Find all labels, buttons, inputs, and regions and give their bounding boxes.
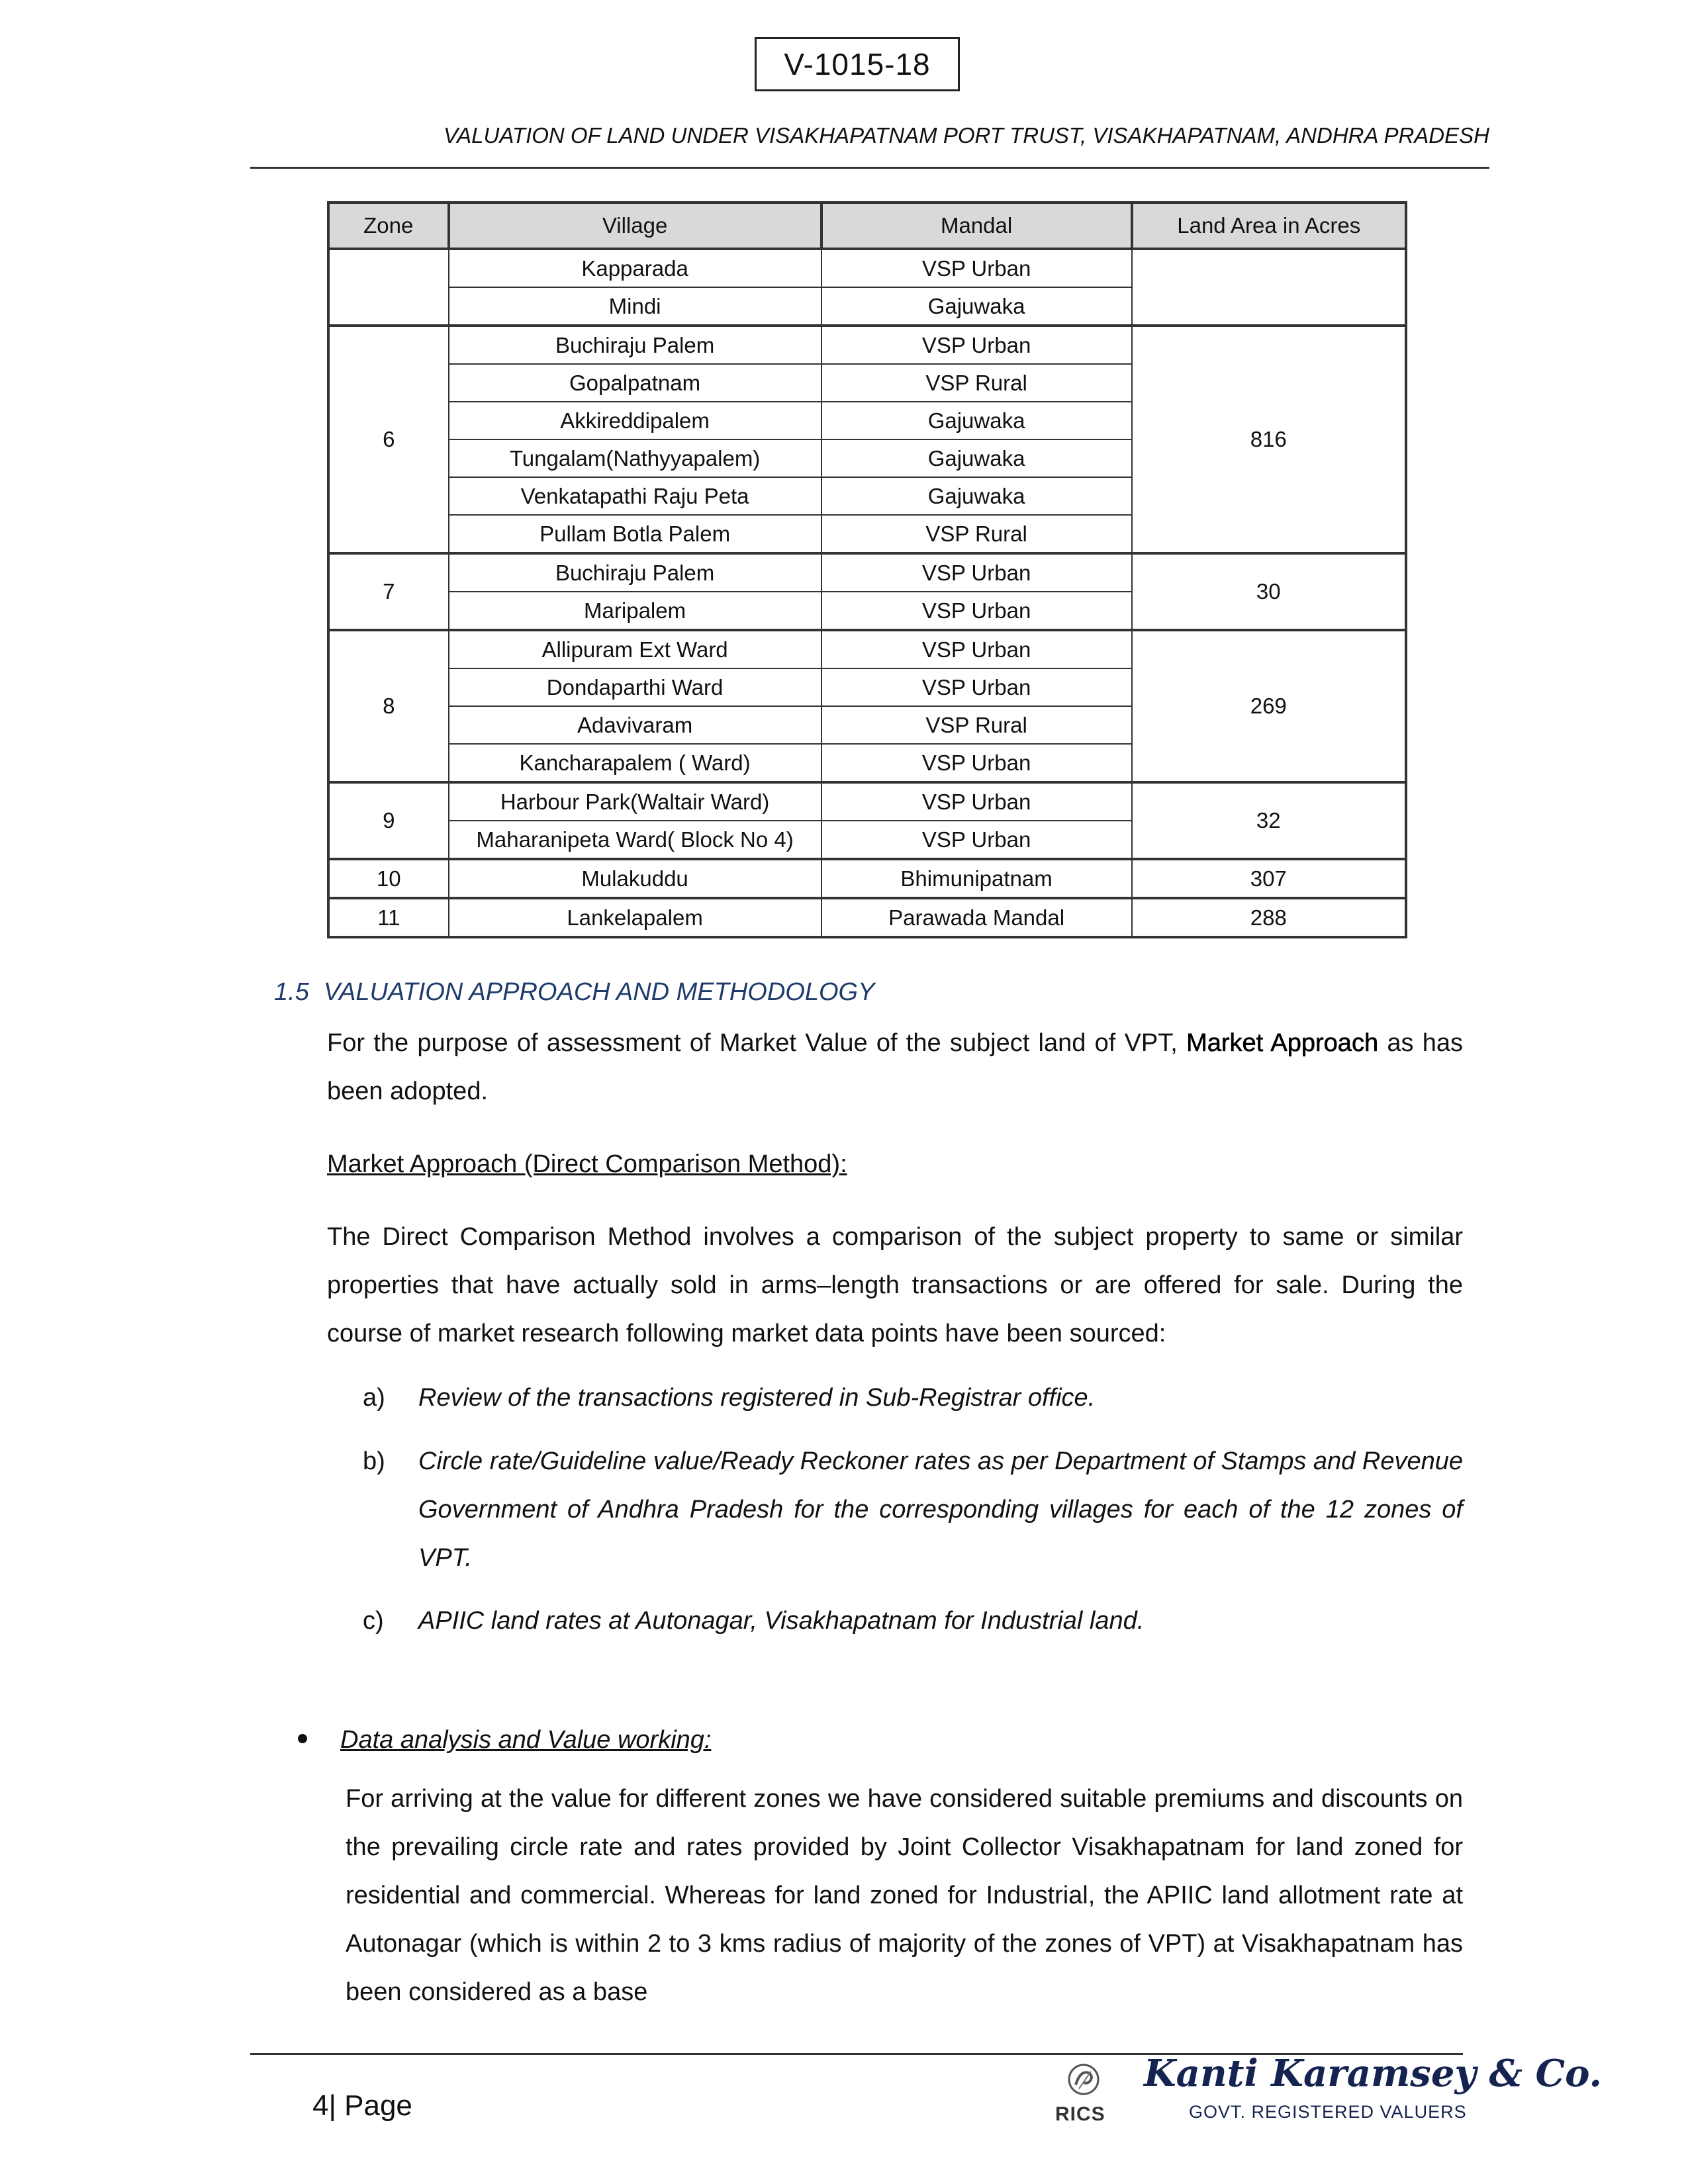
section-title: VALUATION APPROACH AND METHODOLOGY bbox=[323, 978, 875, 1006]
village-cell: Venkatapathi Raju Peta bbox=[449, 477, 821, 515]
village-cell: Kancharapalem ( Ward) bbox=[449, 744, 821, 782]
mandal-cell: VSP Urban bbox=[821, 744, 1132, 782]
village-cell: Lankelapalem bbox=[449, 898, 821, 937]
list-marker: a) bbox=[363, 1384, 385, 1412]
table-header-row bbox=[328, 203, 1406, 249]
firm-logo-name: Kanti Karamsey & Co. bbox=[1144, 2052, 1602, 2095]
method-subheading: Market Approach (Direct Comparison Method): bbox=[327, 1150, 847, 1178]
zone-cell: 9 bbox=[328, 782, 449, 859]
village-cell: Mindi bbox=[449, 287, 821, 326]
mandal-cell: VSP Urban bbox=[821, 249, 1132, 287]
data-source-item-c bbox=[363, 1597, 1463, 1645]
mandal-cell: Gajuwaka bbox=[821, 477, 1132, 515]
village-cell: Maripalem bbox=[449, 592, 821, 630]
land-area-cell bbox=[1132, 249, 1406, 326]
zone-cell: 11 bbox=[328, 898, 449, 937]
mandal-cell: VSP Rural bbox=[821, 706, 1132, 744]
table-row bbox=[328, 326, 1406, 364]
mandal-cell: Gajuwaka bbox=[821, 287, 1132, 326]
data-source-item-b bbox=[363, 1437, 1463, 1582]
village-cell: Buchiraju Palem bbox=[449, 326, 821, 364]
zone-cell: 8 bbox=[328, 630, 449, 782]
firm-tagline: GOVT. REGISTERED VALUERS bbox=[1189, 2102, 1467, 2122]
table-row bbox=[328, 249, 1406, 287]
analysis-bullet bbox=[298, 1726, 711, 1754]
village-cell: Gopalpatnam bbox=[449, 364, 821, 402]
analysis-paragraph: For arriving at the value for different zones we have considered suitable premiums and discounts on the prevailing circle rate and rates provided by Joint Collector Visakhapatnam for land zoned for residential and commercial. Whereas for land zoned for Industrial, the APIIC land allotment rate at Autonagar (which is within 2 to 3 kms radius of majority of the zones of VPT) at Visakhapatnam has been considered as a base bbox=[346, 1785, 1463, 2006]
section-heading bbox=[274, 978, 874, 1007]
table-row bbox=[328, 898, 1406, 937]
village-cell: Mulakuddu bbox=[449, 859, 821, 898]
table-body bbox=[328, 249, 1406, 937]
village-cell: Tungalam(Nathyyapalem) bbox=[449, 439, 821, 477]
village-cell: Maharanipeta Ward( Block No 4) bbox=[449, 821, 821, 859]
village-cell: Allipuram Ext Ward bbox=[449, 630, 821, 668]
village-cell: Buchiraju Palem bbox=[449, 553, 821, 592]
mandal-cell: VSP Urban bbox=[821, 668, 1132, 706]
table-row bbox=[328, 553, 1406, 592]
mandal-cell: VSP Urban bbox=[821, 821, 1132, 859]
document-id-box: V-1015-18 bbox=[755, 37, 960, 91]
village-cell: Harbour Park(Waltair Ward) bbox=[449, 782, 821, 821]
mandal-cell: VSP Rural bbox=[821, 364, 1132, 402]
mandal-cell: VSP Urban bbox=[821, 630, 1132, 668]
zone-cell bbox=[328, 249, 449, 326]
table-row bbox=[328, 782, 1406, 821]
bullet-icon bbox=[298, 1734, 307, 1743]
list-marker: c) bbox=[363, 1607, 384, 1635]
land-area-cell: 269 bbox=[1132, 630, 1406, 782]
mandal-cell: Parawada Mandal bbox=[821, 898, 1132, 937]
mandal-cell: Bhimunipatnam bbox=[821, 859, 1132, 898]
running-header-title: VALUATION OF LAND UNDER VISAKHAPATNAM PORT TRUST, VISAKHAPATNAM, ANDHRA PRADESH bbox=[443, 123, 1489, 148]
section-number: 1.5 bbox=[274, 978, 309, 1006]
mandal-cell: VSP Urban bbox=[821, 782, 1132, 821]
page-number: 4| Page bbox=[312, 2089, 412, 2122]
land-area-cell: 288 bbox=[1132, 898, 1406, 937]
table-row bbox=[328, 630, 1406, 668]
zone-cell: 6 bbox=[328, 326, 449, 553]
rics-label: RICS bbox=[1055, 2103, 1105, 2125]
header-divider bbox=[250, 167, 1489, 169]
zone-cell: 7 bbox=[328, 553, 449, 630]
mandal-cell: VSP Urban bbox=[821, 553, 1132, 592]
list-marker: b) bbox=[363, 1447, 385, 1475]
list-item-text: Review of the transactions registered in Sub-Registrar office. bbox=[418, 1384, 1096, 1412]
data-source-item-a bbox=[363, 1374, 1463, 1422]
mandal-cell: VSP Urban bbox=[821, 326, 1132, 364]
approach-emphasis: Market Approach bbox=[1186, 1029, 1379, 1057]
land-area-cell: 30 bbox=[1132, 553, 1406, 630]
village-cell: Adavivaram bbox=[449, 706, 821, 744]
village-cell: Akkireddipalem bbox=[449, 402, 821, 439]
analysis-heading: Data analysis and Value working: bbox=[340, 1726, 712, 1754]
approach-paragraph bbox=[327, 1019, 1463, 1116]
mandal-cell: VSP Urban bbox=[821, 592, 1132, 630]
list-item-text: APIIC land rates at Autonagar, Visakhapatnam for Industrial land. bbox=[418, 1607, 1145, 1635]
zone-cell: 10 bbox=[328, 859, 449, 898]
village-cell: Pullam Botla Palem bbox=[449, 515, 821, 553]
list-item-text: Circle rate/Guideline value/Ready Reckoner rates as per Department of Stamps and Revenue Government of Andhra Pradesh for the corresponding villages for each of the 12 zones of VPT. bbox=[418, 1447, 1463, 1572]
column-header-mandal: Mandal bbox=[821, 203, 1132, 249]
column-header-village: Village bbox=[449, 203, 821, 249]
mandal-cell: VSP Rural bbox=[821, 515, 1132, 553]
approach-text-start: For the purpose of assessment of Market Value of the subject land of VPT, bbox=[327, 1029, 1187, 1057]
column-header-land-area: Land Area in Acres bbox=[1132, 203, 1406, 249]
zone-village-table bbox=[327, 201, 1407, 938]
land-area-cell: 32 bbox=[1132, 782, 1406, 859]
village-cell: Kapparada bbox=[449, 249, 821, 287]
method-paragraph: The Direct Comparison Method involves a comparison of the subject property to same or similar properties that have actually sold in arms–length transactions or are offered for sale. During the course of market research following market data points have been sourced: bbox=[327, 1223, 1463, 1347]
mandal-cell: Gajuwaka bbox=[821, 439, 1132, 477]
land-area-cell: 307 bbox=[1132, 859, 1406, 898]
table-row bbox=[328, 859, 1406, 898]
column-header-zone: Zone bbox=[328, 203, 449, 249]
village-cell: Dondaparthi Ward bbox=[449, 668, 821, 706]
land-area-cell: 816 bbox=[1132, 326, 1406, 553]
approach-text-end: as has been adopted. bbox=[327, 1029, 1463, 1105]
mandal-cell: Gajuwaka bbox=[821, 402, 1132, 439]
